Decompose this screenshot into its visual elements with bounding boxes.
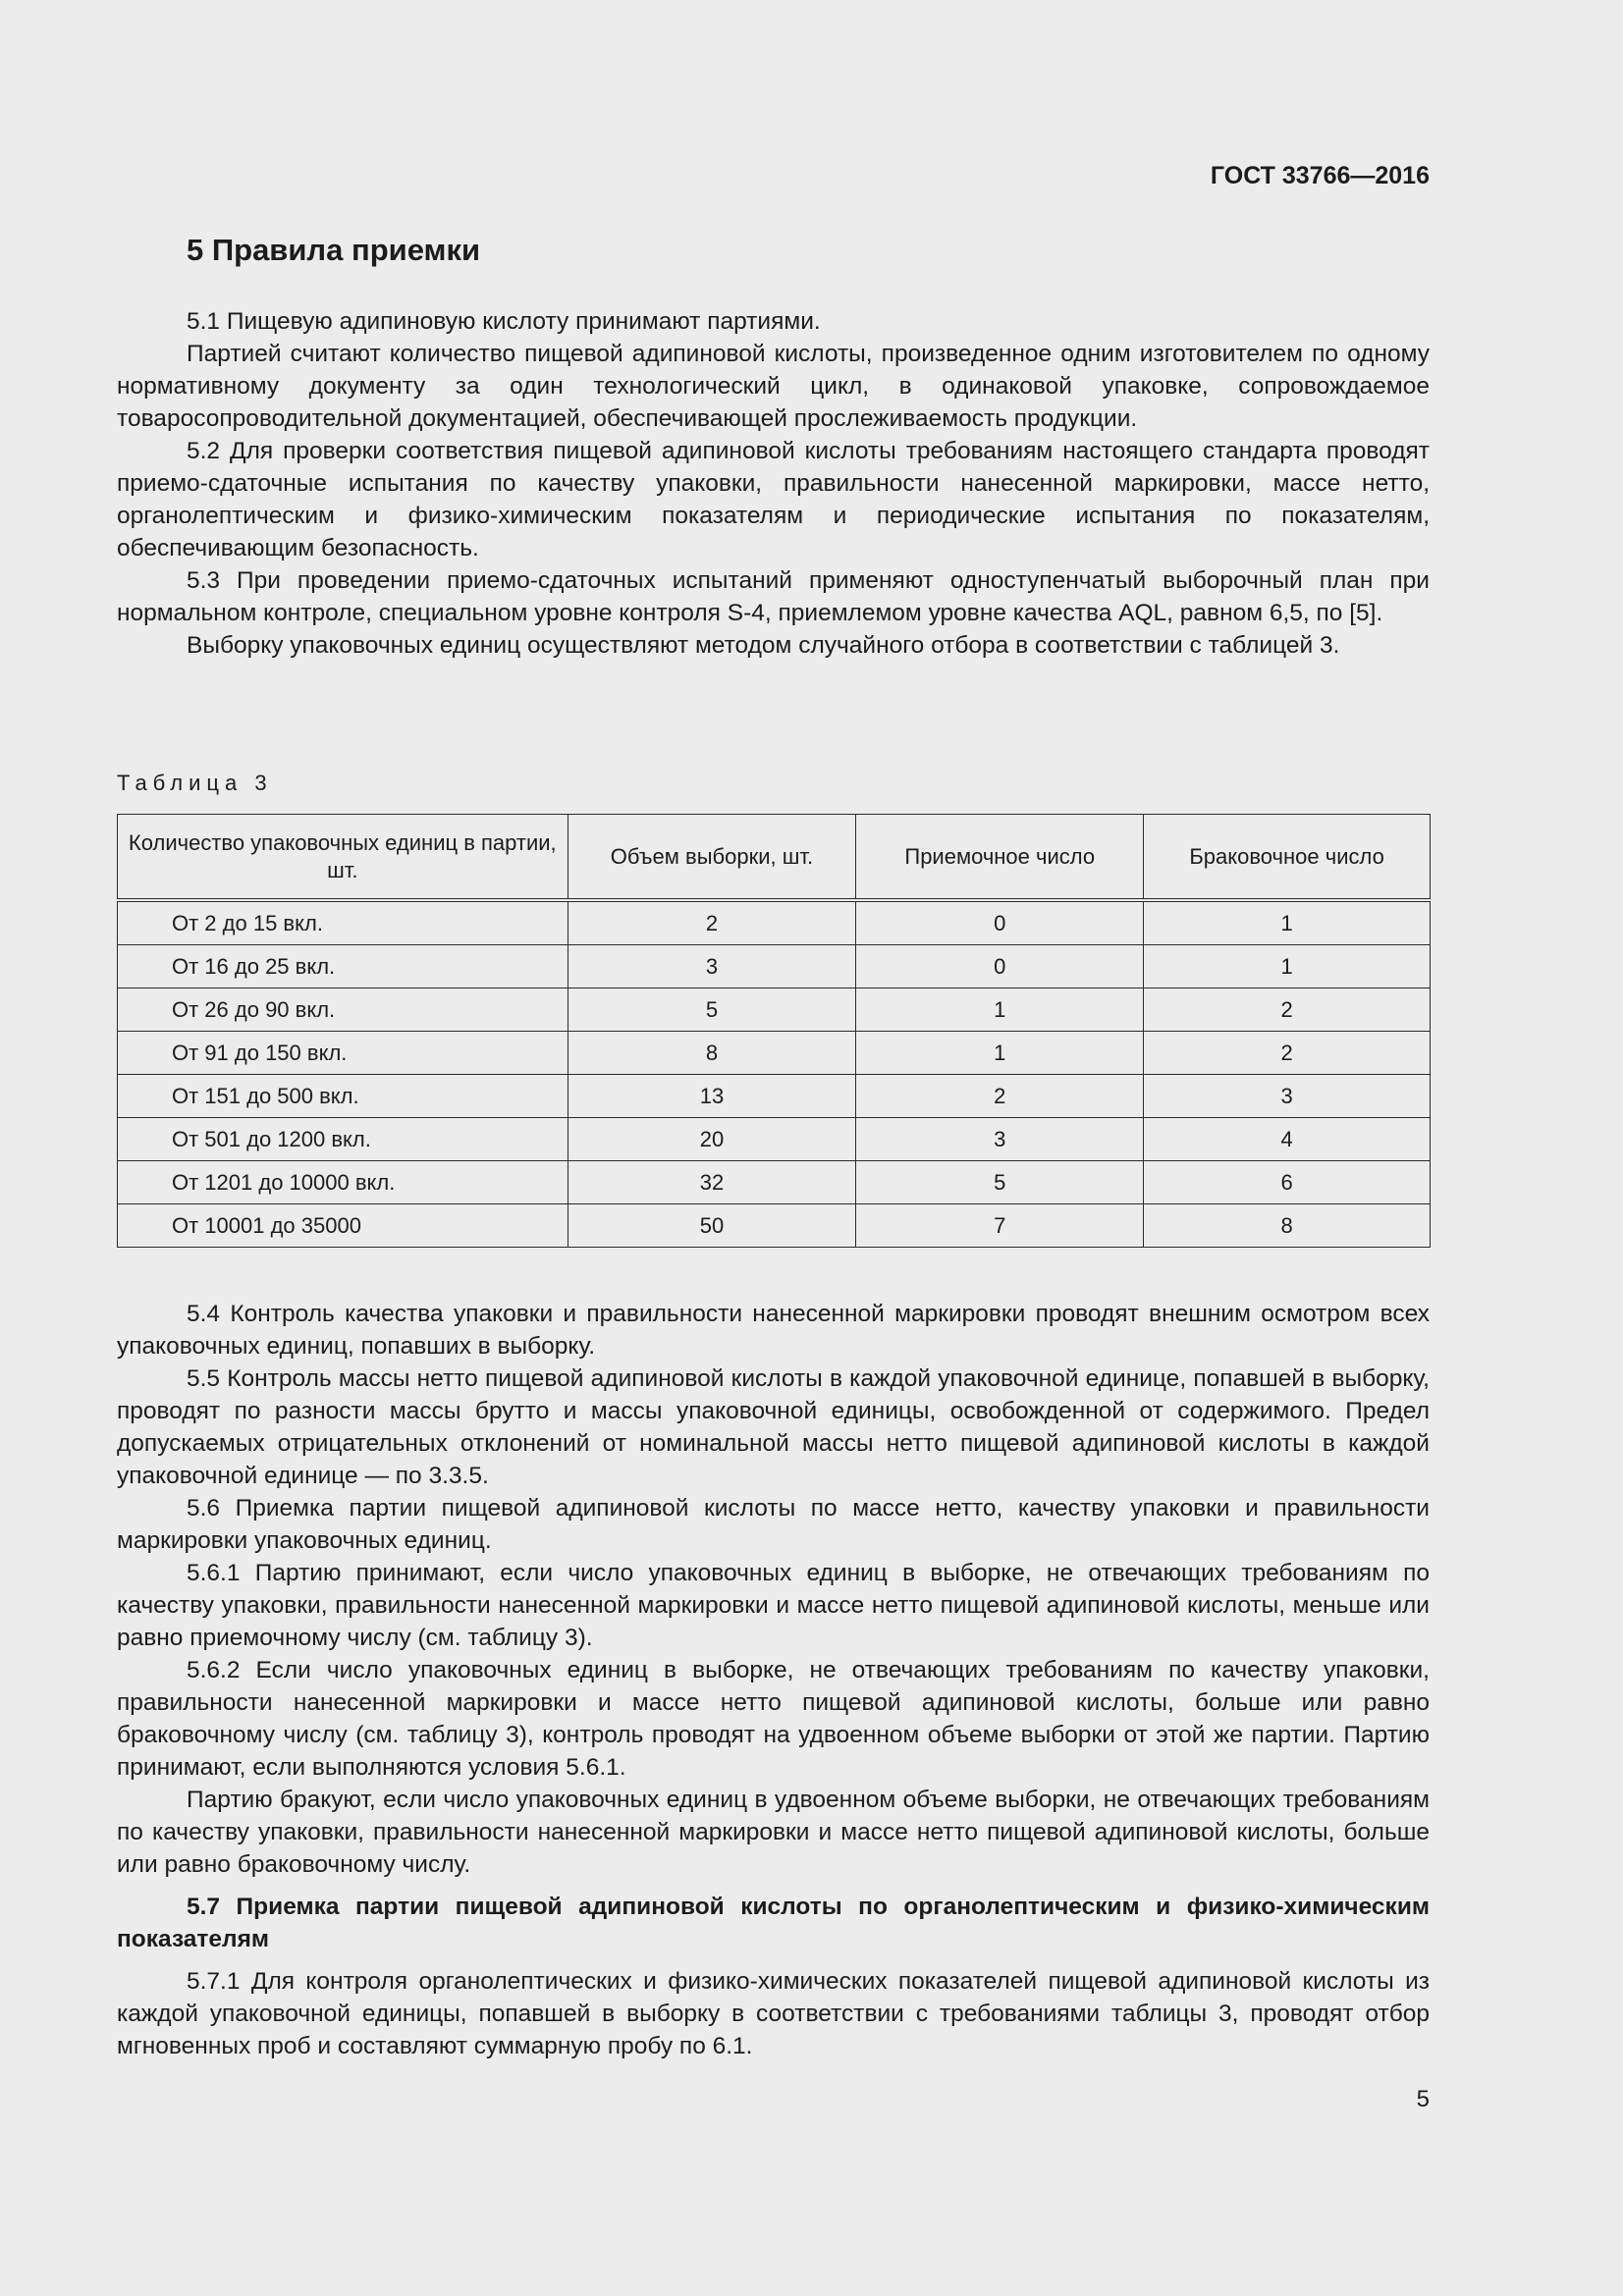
paragraph: Партию бракуют, если число упаковочных единиц в удвоенном объеме выборки, не отвечающих требованиям по качеству упаковки, правильности нанесенной маркировки и массе нетто пищевой адипиновой кислоты, больше или равно браковочному числу.	[117, 1787, 1430, 1878]
table-cell: 1	[1144, 900, 1431, 945]
standard-code: ГОСТ 33766—2016	[1210, 162, 1430, 189]
table-row	[118, 1161, 1431, 1204]
table-cell: От 501 до 1200 вкл.	[118, 1118, 568, 1161]
paragraph: 5.2 Для проверки соответствия пищевой адипиновой кислоты требованиям настоящего стандарта проводят приемо-сдаточные испытания по качеству упаковки, правильности нанесенной маркировки, массе нетто, органолептическим и физико-химическим показателям и периодические испытания по показателям, обеспечивающим безопасность.	[117, 438, 1430, 561]
table-cell: 3	[1144, 1075, 1431, 1118]
table-header-cell: Количество упаковочных единиц в партии, шт.	[118, 815, 568, 901]
table-cell: 7	[856, 1204, 1144, 1248]
table-cell: 6	[1144, 1161, 1431, 1204]
text-block-top	[117, 305, 1430, 662]
table-cell: 3	[568, 945, 856, 988]
paragraph: 5.4 Контроль качества упаковки и правильности нанесенной маркировки проводят внешним осмотром всех упаковочных единиц, попавших в выборку.	[117, 1301, 1430, 1360]
page-number: 5	[1416, 2086, 1430, 2112]
table-row	[118, 900, 1431, 945]
table-cell: 32	[568, 1161, 856, 1204]
table-row	[118, 988, 1431, 1032]
table-cell: От 91 до 150 вкл.	[118, 1032, 568, 1075]
table-row	[118, 1032, 1431, 1075]
table-cell: 50	[568, 1204, 856, 1248]
subsection-title: 5.7 Приемка партии пищевой адипиновой кислоты по органолептическим и физико-химическим показателям	[117, 1894, 1430, 1952]
paragraph: 5.6.2 Если число упаковочных единиц в выборке, не отвечающих требованиям по качеству упаковки, правильности нанесенной маркировки и массе нетто пищевой адипиновой кислоты, больше или равно браковочному числу (см. таблицу 3), контроль проводят на удвоенном объеме выборки от этой же партии. Партию принимают, если выполняются условия 5.6.1.	[117, 1657, 1430, 1781]
table-cell: 3	[856, 1118, 1144, 1161]
table-cell: 2	[568, 900, 856, 945]
section-title: 5 Правила приемки	[187, 233, 481, 267]
table-row	[118, 945, 1431, 988]
paragraph: 5.1 Пищевую адипиновую кислоту принимают партиями.	[187, 308, 821, 335]
sampling-table	[117, 814, 1431, 1248]
table-cell: От 16 до 25 вкл.	[118, 945, 568, 988]
text-block-bottom	[117, 1298, 1430, 2062]
table-cell: 1	[856, 1032, 1144, 1075]
table-cell: От 151 до 500 вкл.	[118, 1075, 568, 1118]
table-cell: 8	[568, 1032, 856, 1075]
table-cell: 1	[856, 988, 1144, 1032]
paragraph: Выборку упаковочных единиц осуществляют методом случайного отбора в соответствии с таблицей 3.	[187, 632, 1340, 659]
table-cell: 0	[856, 900, 1144, 945]
table-cell: 20	[568, 1118, 856, 1161]
table-cell: 5	[856, 1161, 1144, 1204]
table-header-cell: Объем выборки, шт.	[568, 815, 856, 901]
table-cell: От 1201 до 10000 вкл.	[118, 1161, 568, 1204]
table-cell: 4	[1144, 1118, 1431, 1161]
paragraph: 5.5 Контроль массы нетто пищевой адипиновой кислоты в каждой упаковочной единице, попавшей в выборку, проводят по разности массы брутто и массы упаковочной единицы, освобожденной от содержимого. Предел допускаемых отрицательных отклонений от номинальной массы нетто пищевой адипиновой кислоты в каждой упаковочной единице — по 3.3.5.	[117, 1365, 1430, 1489]
table-row	[118, 1075, 1431, 1118]
table-header-cell: Браковочное число	[1144, 815, 1431, 901]
paragraph: 5.6.1 Партию принимают, если число упаковочных единиц в выборке, не отвечающих требованиям по качеству упаковки, правильности нанесенной маркировки и массе нетто пищевой адипиновой кислоты, меньше или равно приемочному числу (см. таблицу 3).	[117, 1560, 1430, 1651]
table-cell: От 10001 до 35000	[118, 1204, 568, 1248]
table-caption: Таблица 3	[117, 771, 273, 795]
table-cell: 2	[856, 1075, 1144, 1118]
paragraph: 5.3 При проведении приемо-сдаточных испытаний применяют одноступенчатый выборочный план при нормальном контроле, специальном уровне контроля S-4, приемлемом уровне качества AQL, равном 6,5, по [5].	[117, 567, 1430, 626]
table-cell: 8	[1144, 1204, 1431, 1248]
table-cell: 5	[568, 988, 856, 1032]
table-cell: 13	[568, 1075, 856, 1118]
paragraph: 5.7.1 Для контроля органолептических и физико-химических показателей пищевой адипиновой кислоты из каждой упаковочной единицы, попавшей в выборку в соответствии с требованиями таблицы 3, проводят отбор мгновенных проб и составляют суммарную пробу по 6.1.	[117, 1968, 1430, 2059]
table-cell: 2	[1144, 988, 1431, 1032]
table-row	[118, 1118, 1431, 1161]
table-cell: 0	[856, 945, 1144, 988]
table-cell: 2	[1144, 1032, 1431, 1075]
table-cell: От 2 до 15 вкл.	[118, 900, 568, 945]
table-cell: 1	[1144, 945, 1431, 988]
table-cell: От 26 до 90 вкл.	[118, 988, 568, 1032]
paragraph: Партией считают количество пищевой адипиновой кислоты, произведенное одним изготовителем по одному нормативному документу за один технологический цикл, в одинаковой упаковке, сопровождаемое товаросопроводительной документацией, обеспечивающей прослеживаемость продукции.	[117, 341, 1430, 432]
table-header-cell: Приемочное число	[856, 815, 1144, 901]
table-row	[118, 1204, 1431, 1248]
table-header-row	[118, 815, 1431, 901]
paragraph: 5.6 Приемка партии пищевой адипиновой кислоты по массе нетто, качеству упаковки и правильности маркировки упаковочных единиц.	[117, 1495, 1430, 1554]
